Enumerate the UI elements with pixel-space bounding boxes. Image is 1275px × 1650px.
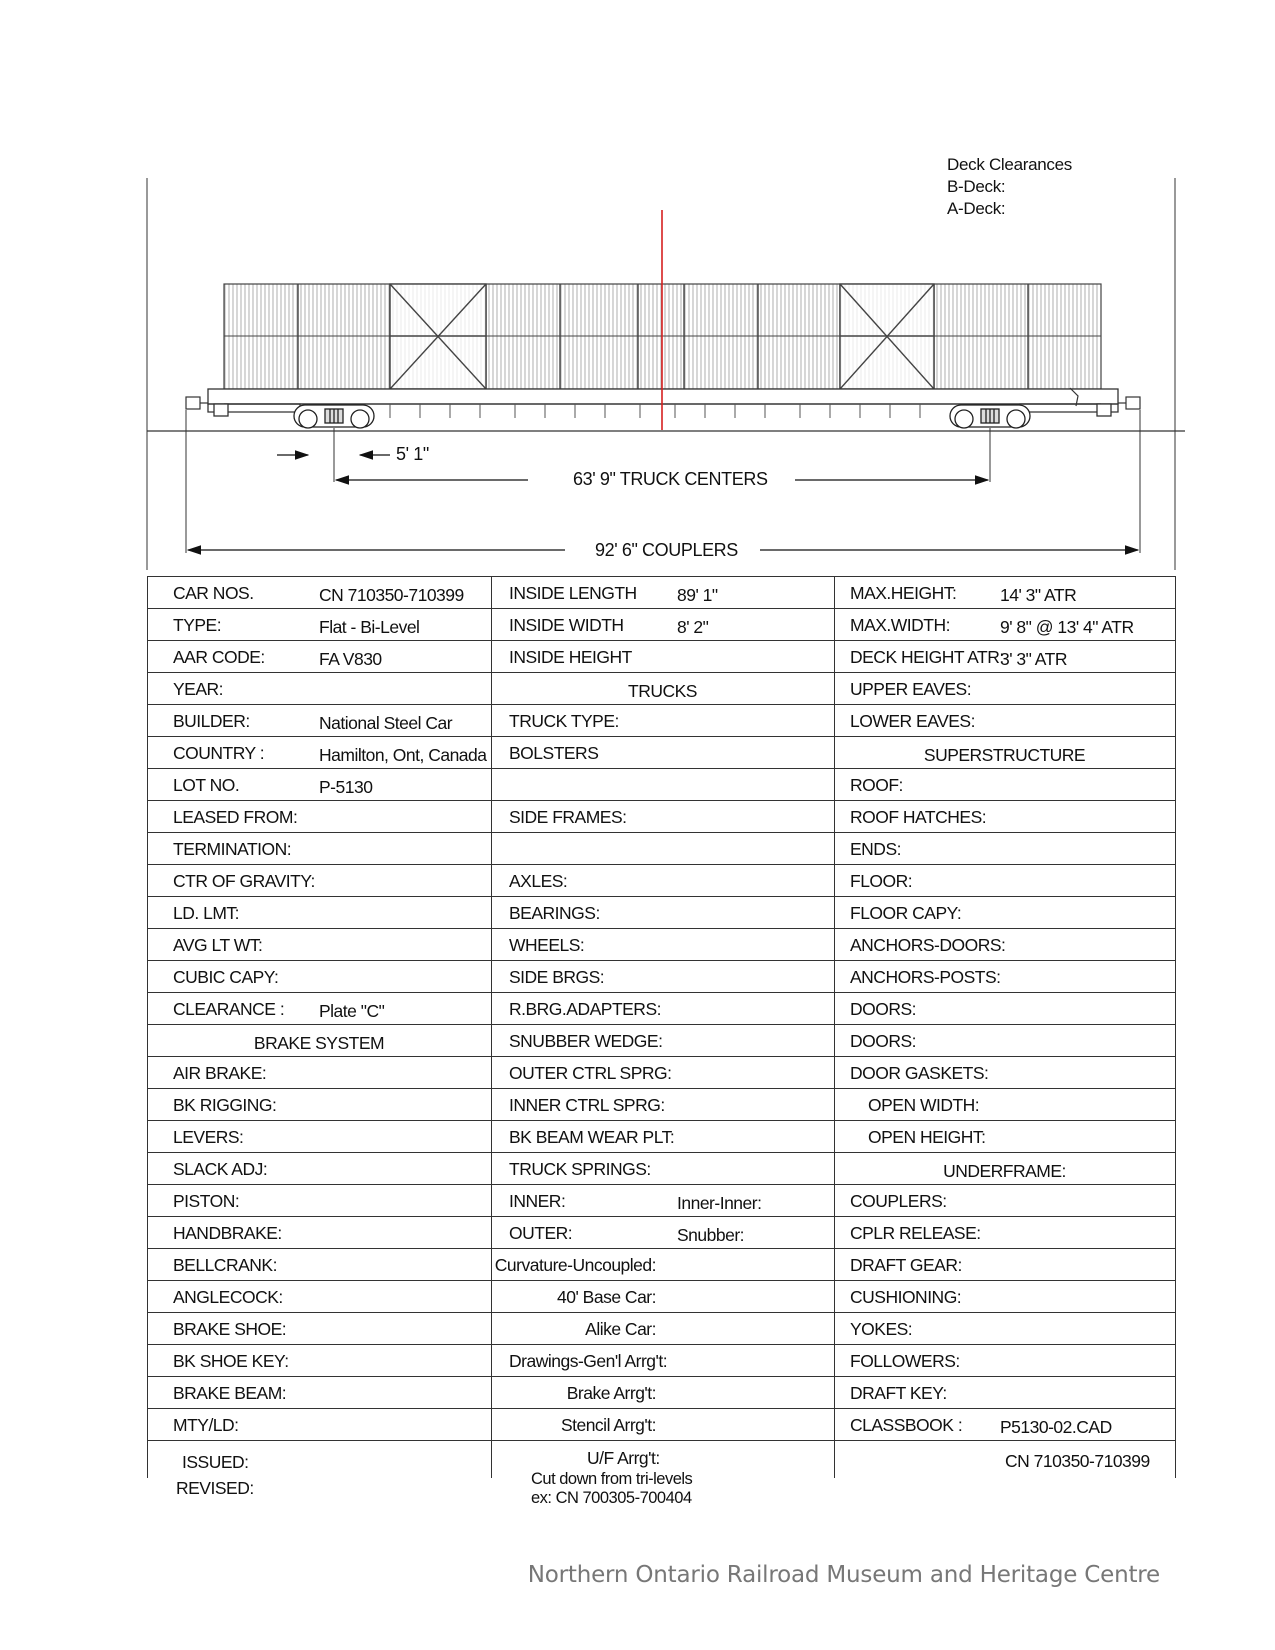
- col2-row: [491, 992, 834, 1024]
- col1-row: [147, 640, 491, 672]
- field-value: 89' 1": [677, 585, 718, 605]
- field-value: 3' 3" ATR: [1000, 649, 1067, 669]
- field-label: DOORS:: [850, 999, 917, 1019]
- col3-row: [834, 1056, 1175, 1088]
- specification-table: [147, 576, 1175, 1478]
- field-label: DRAFT GEAR:: [850, 1255, 962, 1275]
- truck-centers-label: 63' 9" TRUCK CENTERS: [567, 469, 774, 490]
- field-label: Curvature-Uncoupled:: [494, 1255, 656, 1275]
- field-label: SLACK ADJ:: [173, 1159, 268, 1179]
- col3-row: [834, 992, 1175, 1024]
- col3-row: [834, 1216, 1175, 1248]
- field-value: 8' 2": [677, 617, 709, 637]
- col1-row: [147, 1248, 491, 1280]
- col2-row: [491, 832, 834, 864]
- col3-row: [834, 1408, 1175, 1440]
- col1-row: [147, 1088, 491, 1120]
- field-label: ENDS:: [850, 839, 901, 859]
- b-deck-label: B-Deck:: [947, 177, 1006, 196]
- col1-row: [147, 608, 491, 640]
- col2-row: [491, 1280, 834, 1312]
- field-label: LEVERS:: [173, 1127, 244, 1147]
- col1-row: [147, 1344, 491, 1376]
- col1-row: [147, 864, 491, 896]
- field-value: Inner-Inner:: [677, 1193, 762, 1213]
- field-label: OPEN WIDTH:: [868, 1095, 980, 1115]
- col1-row: [147, 1312, 491, 1344]
- col3-row: [834, 800, 1175, 832]
- field-value: P-5130: [319, 777, 373, 797]
- field-label: BELLCRANK:: [173, 1255, 277, 1275]
- col1-row: [147, 1216, 491, 1248]
- field-label: Brake Arrg't:: [566, 1383, 656, 1403]
- field-label: AIR BRAKE:: [173, 1063, 267, 1083]
- col3-row: [834, 896, 1175, 928]
- truck-left: [294, 405, 374, 428]
- col3-row: [834, 864, 1175, 896]
- field-label: AVG LT WT:: [173, 935, 263, 955]
- col3-end-line: [834, 1440, 1175, 1441]
- col2-row: [491, 576, 834, 608]
- field-label: CAR NOS.: [173, 583, 254, 603]
- col3-row: [834, 1312, 1175, 1344]
- offset-dimension-label: 5' 1": [390, 444, 435, 465]
- col3-row: [834, 928, 1175, 960]
- field-label: CUSHIONING:: [850, 1287, 962, 1307]
- col2-row: [491, 800, 834, 832]
- issued-label: ISSUED:: [182, 1452, 249, 1472]
- table-divider-1: [491, 576, 492, 1478]
- field-label: TERMINATION:: [173, 839, 292, 859]
- field-label: FLOOR CAPY:: [850, 903, 962, 923]
- field-label: Stencil Arrg't:: [560, 1415, 656, 1435]
- field-label: SIDE BRGS:: [509, 967, 605, 987]
- col3-row: [834, 672, 1175, 704]
- field-label: FLOOR:: [850, 871, 913, 891]
- col2-row: [491, 1184, 834, 1216]
- col1-row: [147, 800, 491, 832]
- field-label: OUTER CTRL SPRG:: [509, 1063, 672, 1083]
- col3-row: [834, 640, 1175, 672]
- col2-row: [491, 608, 834, 640]
- col1-row: [147, 672, 491, 704]
- coupler-left: [186, 397, 208, 409]
- col3-row: [834, 1376, 1175, 1408]
- field-label: ROOF:: [850, 775, 903, 795]
- field-label: FOLLOWERS:: [850, 1351, 960, 1371]
- col3-row: [834, 704, 1175, 736]
- col3-row: [834, 1024, 1175, 1056]
- field-value: Hamilton, Ont, Canada: [319, 745, 487, 765]
- col2-row: [491, 1152, 834, 1184]
- field-label: LOWER EAVES:: [850, 711, 975, 731]
- field-label: Drawings-Gen'l Arrg't:: [509, 1351, 668, 1371]
- revised-label: REVISED:: [176, 1478, 254, 1498]
- table-right-border: [1175, 576, 1176, 1478]
- col1-row: [147, 1024, 491, 1056]
- general-brake-column: [147, 576, 491, 1478]
- col2-row: [491, 928, 834, 960]
- field-label: COUNTRY :: [173, 743, 265, 763]
- note-line-2: ex: CN 700305-700404: [531, 1489, 692, 1507]
- col1-row: [147, 736, 491, 768]
- field-label: DOOR GASKETS:: [850, 1063, 989, 1083]
- col2-row: [491, 1312, 834, 1344]
- col1-row: [147, 1120, 491, 1152]
- col2-row: [491, 864, 834, 896]
- museum-footer: Northern Ontario Railroad Museum and Heritage Centre: [527, 1562, 1160, 1588]
- col2-row: [491, 1088, 834, 1120]
- field-label: LOT NO.: [173, 775, 240, 795]
- col3-row: [834, 1184, 1175, 1216]
- field-value: 14' 3" ATR: [1000, 585, 1077, 605]
- col3-row: [834, 1344, 1175, 1376]
- field-label: COUPLERS:: [850, 1191, 947, 1211]
- field-label: SIDE FRAMES:: [509, 807, 627, 827]
- dimensions-trucks-column: [491, 576, 834, 1478]
- field-label: MTY/LD:: [173, 1415, 239, 1435]
- field-label: TYPE:: [173, 615, 222, 635]
- section-header: SUPERSTRUCTURE: [923, 745, 1086, 765]
- field-label: INSIDE WIDTH: [509, 615, 624, 635]
- field-label: YEAR:: [173, 679, 224, 699]
- field-label: YOKES:: [850, 1319, 913, 1339]
- col1-row: [147, 832, 491, 864]
- col2-row: [491, 1056, 834, 1088]
- field-label: MAX.HEIGHT:: [850, 583, 957, 603]
- field-value: CN 710350-710399: [319, 585, 464, 605]
- deck-clearances-title: Deck Clearances: [947, 155, 1072, 174]
- field-label: ANGLECOCK:: [173, 1287, 283, 1307]
- note-line-1: Cut down from tri-levels: [531, 1470, 693, 1488]
- section-header: UNDERFRAME:: [943, 1161, 1066, 1181]
- field-label: CLEARANCE :: [173, 999, 285, 1019]
- col1-row: [147, 1408, 491, 1440]
- field-label: AAR CODE:: [173, 647, 265, 667]
- field-label: OUTER:: [509, 1223, 573, 1243]
- col3-row: [834, 1280, 1175, 1312]
- field-label: AXLES:: [509, 871, 568, 891]
- field-value: Plate "C": [319, 1001, 385, 1021]
- col1-row: [147, 896, 491, 928]
- field-label: CPLR RELEASE:: [850, 1223, 981, 1243]
- field-label: INSIDE LENGTH: [509, 583, 637, 603]
- car-numbers-bottom: CN 710350-710399: [1005, 1451, 1150, 1471]
- col2-row: [491, 1376, 834, 1408]
- field-label: BRAKE SHOE:: [173, 1319, 287, 1339]
- col1-row: [147, 704, 491, 736]
- col2-row: [491, 1408, 834, 1440]
- field-label: LD. LMT:: [173, 903, 240, 923]
- col2-row: [491, 1120, 834, 1152]
- col2-row: [491, 640, 834, 672]
- col3-row: [834, 576, 1175, 608]
- field-value: 9' 8" @ 13' 4" ATR: [1000, 617, 1134, 637]
- col3-row: [834, 768, 1175, 800]
- col1-row: [147, 1376, 491, 1408]
- field-label: SNUBBER WEDGE:: [509, 1031, 663, 1051]
- col3-row: [834, 1120, 1175, 1152]
- field-label: INNER:: [509, 1191, 566, 1211]
- field-value: Flat - Bi-Level: [319, 617, 420, 637]
- field-label: OPEN HEIGHT:: [868, 1127, 986, 1147]
- col2-row: [491, 1024, 834, 1056]
- field-label: ROOF HATCHES:: [850, 807, 987, 827]
- field-label: MAX.WIDTH:: [850, 615, 950, 635]
- field-label: BK RIGGING:: [173, 1095, 277, 1115]
- field-label: BEARINGS:: [509, 903, 600, 923]
- section-header: BRAKE SYSTEM: [253, 1033, 385, 1053]
- field-label: CUBIC CAPY:: [173, 967, 279, 987]
- col3-row: [834, 608, 1175, 640]
- col2-end-line: [491, 1440, 834, 1441]
- field-label: BOLSTERS: [509, 743, 599, 763]
- table-divider-2: [834, 576, 835, 1478]
- col2-row: [491, 768, 834, 800]
- col1-end-line: [147, 1440, 491, 1441]
- a-deck-label: A-Deck:: [947, 199, 1006, 218]
- col1-row: [147, 1056, 491, 1088]
- col2-row: [491, 704, 834, 736]
- col2-row: [491, 1216, 834, 1248]
- col3-row: [834, 736, 1175, 768]
- field-value: Snubber:: [677, 1225, 745, 1245]
- col3-row: [834, 1152, 1175, 1184]
- field-label: INSIDE HEIGHT: [509, 647, 632, 667]
- field-label: BK BEAM WEAR PLT:: [509, 1127, 675, 1147]
- col1-row: [147, 576, 491, 608]
- field-label: CTR OF GRAVITY:: [173, 871, 315, 891]
- col3-row: [834, 1088, 1175, 1120]
- col1-row: [147, 992, 491, 1024]
- section-header: TRUCKS: [628, 681, 697, 701]
- field-label: DECK HEIGHT ATR:: [850, 647, 1004, 667]
- field-label: LEASED FROM:: [173, 807, 298, 827]
- couplers-length-label: 92' 6" COUPLERS: [589, 540, 744, 561]
- col2-row: [491, 736, 834, 768]
- table-left-border: [147, 576, 148, 1478]
- field-label: CLASSBOOK :: [850, 1415, 963, 1435]
- col1-row: [147, 768, 491, 800]
- field-label: BK SHOE KEY:: [173, 1351, 289, 1371]
- col3-row: [834, 960, 1175, 992]
- field-label: DRAFT KEY:: [850, 1383, 947, 1403]
- field-label: 40' Base Car:: [557, 1287, 656, 1307]
- field-label: TRUCK TYPE:: [509, 711, 619, 731]
- field-label: BRAKE BEAM:: [173, 1383, 287, 1403]
- deck-ribs: [390, 404, 920, 418]
- field-label: INNER CTRL SPRG:: [509, 1095, 665, 1115]
- col1-row: [147, 960, 491, 992]
- col2-row: [491, 1344, 834, 1376]
- field-value: FA V830: [319, 649, 382, 669]
- col2-row: [491, 960, 834, 992]
- clearance-superstructure-column: [834, 576, 1175, 1478]
- field-label: UPPER EAVES:: [850, 679, 972, 699]
- truck-right: [950, 405, 1030, 428]
- field-label: Alike Car:: [585, 1319, 656, 1339]
- uf-arrgt-label: U/F Arrg't:: [587, 1448, 660, 1468]
- field-value: P5130-02.CAD: [1000, 1417, 1112, 1437]
- field-value: National Steel Car: [319, 713, 453, 733]
- col1-row: [147, 1280, 491, 1312]
- col3-row: [834, 1248, 1175, 1280]
- col1-row: [147, 1184, 491, 1216]
- field-label: R.BRG.ADAPTERS:: [509, 999, 661, 1019]
- field-label: BUILDER:: [173, 711, 250, 731]
- field-label: DOORS:: [850, 1031, 917, 1051]
- col2-row: [491, 896, 834, 928]
- field-label: TRUCK SPRINGS:: [509, 1159, 651, 1179]
- field-label: PISTON:: [173, 1191, 240, 1211]
- field-label: ANCHORS-DOORS:: [850, 935, 1006, 955]
- field-label: WHEELS:: [509, 935, 585, 955]
- col3-row: [834, 832, 1175, 864]
- col1-row: [147, 1152, 491, 1184]
- field-label: HANDBRAKE:: [173, 1223, 282, 1243]
- col1-row: [147, 928, 491, 960]
- field-label: ANCHORS-POSTS:: [850, 967, 1001, 987]
- col2-row: [491, 1248, 834, 1280]
- col2-row: [491, 672, 834, 704]
